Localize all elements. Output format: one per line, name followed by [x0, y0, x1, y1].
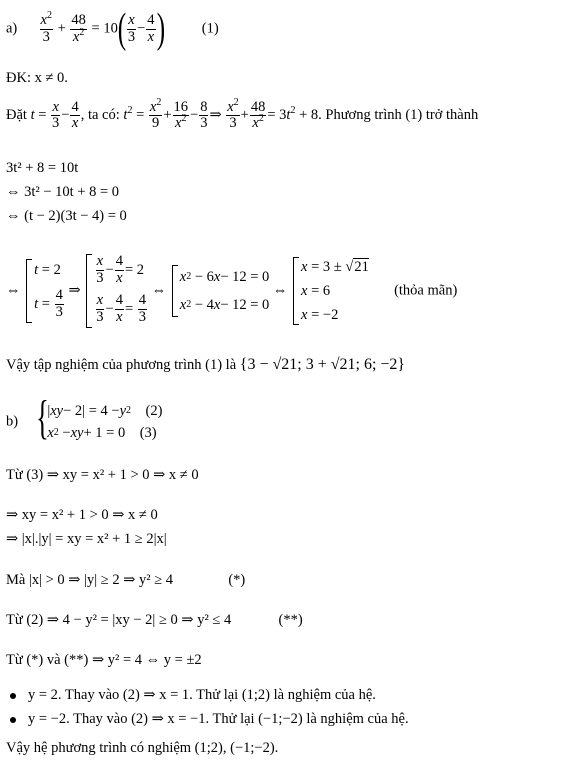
derivation-5: Từ (2) ⇒ 4 − y² = |xy − 2| ≥ 0 ⇒ y² ≤ 4 (**): [6, 612, 303, 628]
derivation-6: Từ (*) và (**) ⇒ y² = 4 ⇔ y = ±2: [6, 652, 202, 668]
bracket-quadratic: x 2 − 6 x − 12 = 0 x 2 − 4 x − 12 = 0: [170, 263, 270, 319]
bracket-x-frac: $\frac{x}{3}$ − $\frac{4}{x}$ = 2 $\frac{x}{3}$ − $\frac{4}{x}$ = $\frac{4}{3}$: [84, 252, 148, 330]
bullet-icon: [10, 693, 16, 699]
solution-set: {3 − √21; 3 + √21; 6; −2}: [239, 356, 406, 373]
conclusion-a: Vậy tập nghiệm của phương trình (1) là {3 − √21; 3 + √21; 6; −2}: [6, 356, 406, 373]
fraction: $\frac{x^2}{3}$: [40, 10, 52, 45]
derivation-3: ⇒ |x|.|y| = xy = x² + 1 ≥ 2|x|: [6, 531, 167, 547]
step-3: ⇔ (t − 2)(3t − 4) = 0: [6, 208, 127, 224]
step-2: ⇔ 3t² − 10t + 8 = 0: [6, 184, 120, 200]
domain-condition: ĐK: x ≠ 0.: [6, 70, 68, 86]
list-item: y = −2. Thay vào (2) ⇒ x = −1. Thử lại (−1;−2) là nghiệm của hệ.: [10, 711, 409, 728]
system-b: [6, 400, 162, 444]
derivation-2: ⇒ xy = x² + 1 > 0 ⇒ x ≠ 0: [6, 507, 158, 523]
derivation-4: Mà |x| > 0 ⇒ |y| ≥ 2 ⇒ y² ≥ 4 (*): [6, 572, 246, 588]
list-item: y = 2. Thay vào (2) ⇒ x = 1. Thử lại (1;2) là nghiệm của hệ.: [10, 687, 376, 704]
part-b-label: b): [6, 413, 19, 430]
derivation-1: Từ (3) ⇒ xy = x² + 1 > 0 ⇒ x ≠ 0: [6, 467, 199, 483]
step-1: 3t² + 8 = 10t: [6, 160, 79, 176]
solution-system: ⇔ t = 2 t = $\frac{4}{3}$ ⇒ $\frac{x}{3}$ − $\frac{4}{x}$ = 2 $\frac{x}{3}$ − $\frac{4}{x}$ = $\frac{4}{3}$ ⇔ x 2 − 6 x − 12 = 0 x 2 − 4 x − 12 = 0 ⇔ x = 3 ± √ 21 x = 6 x = −2 (thỏa mãn): [6, 252, 457, 330]
equation-1: a) $\frac{x^2}{3}$ + $\frac{48}{x^2}$ = 10( $\frac{x}{3}$ − $\frac{4}{x}$ ) (1): [6, 6, 219, 52]
part-a-label: a): [6, 20, 18, 37]
conclusion-b: Vậy hệ phương trình có nghiệm (1;2), (−1;−2).: [6, 740, 279, 756]
equation-tag: (1): [201, 20, 219, 37]
bullet-icon: [10, 717, 16, 723]
bracket-t: t = 2 t = $\frac{4}{3}$: [24, 257, 65, 325]
bracket-roots: x = 3 ± √ 21 x = 6 x = −2: [291, 255, 369, 327]
substitution-line: Đặt t = $\frac{x}{3}$ − $\frac{4}{x}$ , ta có: $t^2$ = $\frac{x^2}{9}$ + $\frac{16}{x^2}$ − $\frac{8}{3}$ ⇒ $\frac{x^2}{3}$ + $\frac{48}{x^2}$ = $3t^2 + 8$. Phương trình (1) trở thành: [6, 97, 479, 132]
brace-system: { | xy − 2| = 4 − y 2 (2) x 2 − xy + 1 = 0 (3): [37, 400, 162, 444]
valid-note: (thỏa mãn): [394, 282, 458, 299]
fraction: $\frac{48}{x^2}$: [71, 12, 86, 45]
